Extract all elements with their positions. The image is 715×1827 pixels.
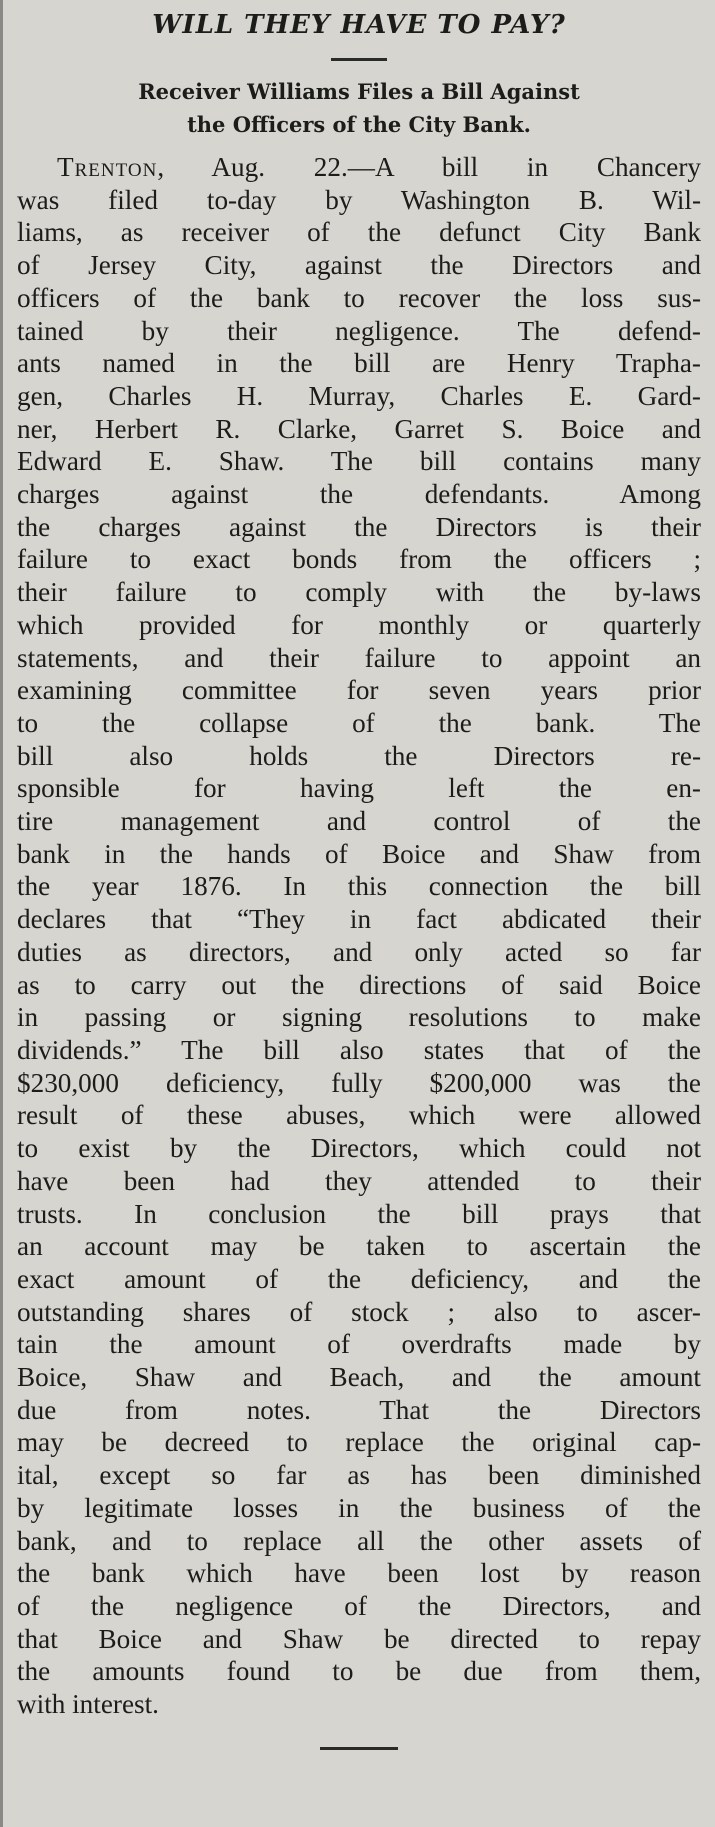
- body-line: tained by their negligence. The defend-: [17, 315, 701, 346]
- body-line: statements, and their failure to appoint an: [17, 642, 701, 673]
- body-line: of Jersey City, against the Directors and: [17, 250, 701, 281]
- body-line: sponsible for having left the en-: [17, 773, 701, 804]
- body-line: to exist by the Directors, which could not: [17, 1133, 701, 1164]
- dateline-place: Trenton: [57, 152, 158, 182]
- body-line: gen, Charles H. Murray, Charles E. Gard-: [17, 380, 701, 411]
- body-line: liams, as receiver of the defunct City Bank: [17, 217, 701, 248]
- body-line: ants named in the bill are Henry Trapha-: [17, 348, 701, 379]
- body-line: exact amount of the deficiency, and the: [17, 1263, 701, 1294]
- headline: WILL THEY HAVE TO PAY?: [152, 10, 566, 40]
- body-line: by legitimate losses in the business of the: [17, 1492, 701, 1523]
- body-line: which provided for monthly or quarterly: [17, 609, 701, 640]
- body-line: of the negligence of the Directors, and: [17, 1590, 701, 1621]
- body-line: in passing or signing resolutions to make: [17, 1002, 701, 1033]
- body-line: outstanding shares of stock ; also to ascer-: [17, 1296, 701, 1327]
- body-line: Edward E. Shaw. The bill contains many: [17, 446, 701, 477]
- body-line: the amounts found to be due from them,: [17, 1656, 701, 1687]
- body-line: bank, and to replace all the other assets of: [17, 1525, 701, 1556]
- body-line: $230,000 deficiency, fully $200,000 was the: [17, 1067, 701, 1098]
- body-line: result of these abuses, which were allowed: [17, 1100, 701, 1131]
- body-line: the bank which have been lost by reason: [17, 1558, 701, 1589]
- end-rule: [320, 1747, 398, 1750]
- subheadline-line-2: the Officers of the City Bank.: [187, 112, 531, 137]
- body-line: ital, except so far as has been diminished: [17, 1460, 701, 1491]
- body-line: tire management and control of the: [17, 806, 701, 837]
- body-line: tain the amount of overdrafts made by: [17, 1329, 701, 1360]
- body-line: have been had they attended to their: [17, 1165, 701, 1196]
- body-line: dividends.” The bill also states that of the: [17, 1034, 701, 1065]
- body-line: the charges against the Directors is their: [17, 511, 701, 542]
- body-line: with interest.: [17, 1689, 159, 1720]
- body-line-first: [17, 151, 701, 184]
- body-line: examining committee for seven years prior: [17, 675, 701, 706]
- body-line: as to carry out the directions of said Boice: [17, 969, 701, 1000]
- body-line: an account may be taken to ascertain the: [17, 1231, 701, 1262]
- body-line: bank in the hands of Boice and Shaw from: [17, 838, 701, 869]
- body-line: that Boice and Shaw be directed to repay: [17, 1623, 701, 1654]
- body-line: the year 1876. In this connection the bill: [17, 871, 701, 902]
- body-line: to the collapse of the bank. The: [17, 707, 701, 738]
- subheadline-line-1: Receiver Williams Files a Bill Against: [138, 79, 580, 104]
- body-line: may be decreed to replace the original cap-: [17, 1427, 701, 1458]
- headline-rule: [331, 58, 387, 61]
- body-line: officers of the bank to recover the loss sus-: [17, 282, 701, 313]
- body-line: trusts. In conclusion the bill prays that: [17, 1198, 701, 1229]
- body-line: their failure to comply with the by-laws: [17, 577, 701, 608]
- body-line: failure to exact bonds from the officers ;: [17, 544, 701, 575]
- body-line: ner, Herbert R. Clarke, Garret S. Boice and: [17, 413, 701, 444]
- body-line-first-text: , Aug. 22.—A bill in Chancery: [157, 152, 701, 182]
- body-line: due from notes. That the Directors: [17, 1394, 701, 1425]
- body-line: was filed to-day by Washington B. Wil-: [17, 184, 701, 215]
- article-body: [17, 151, 701, 1721]
- body-line: Boice, Shaw and Beach, and the amount: [17, 1362, 701, 1393]
- body-line: duties as directors, and only acted so far: [17, 936, 701, 967]
- body-line: bill also holds the Directors re-: [17, 740, 701, 771]
- body-line: declares that “They in fact abdicated their: [17, 904, 701, 935]
- body-line: charges against the defendants. Among: [17, 479, 701, 510]
